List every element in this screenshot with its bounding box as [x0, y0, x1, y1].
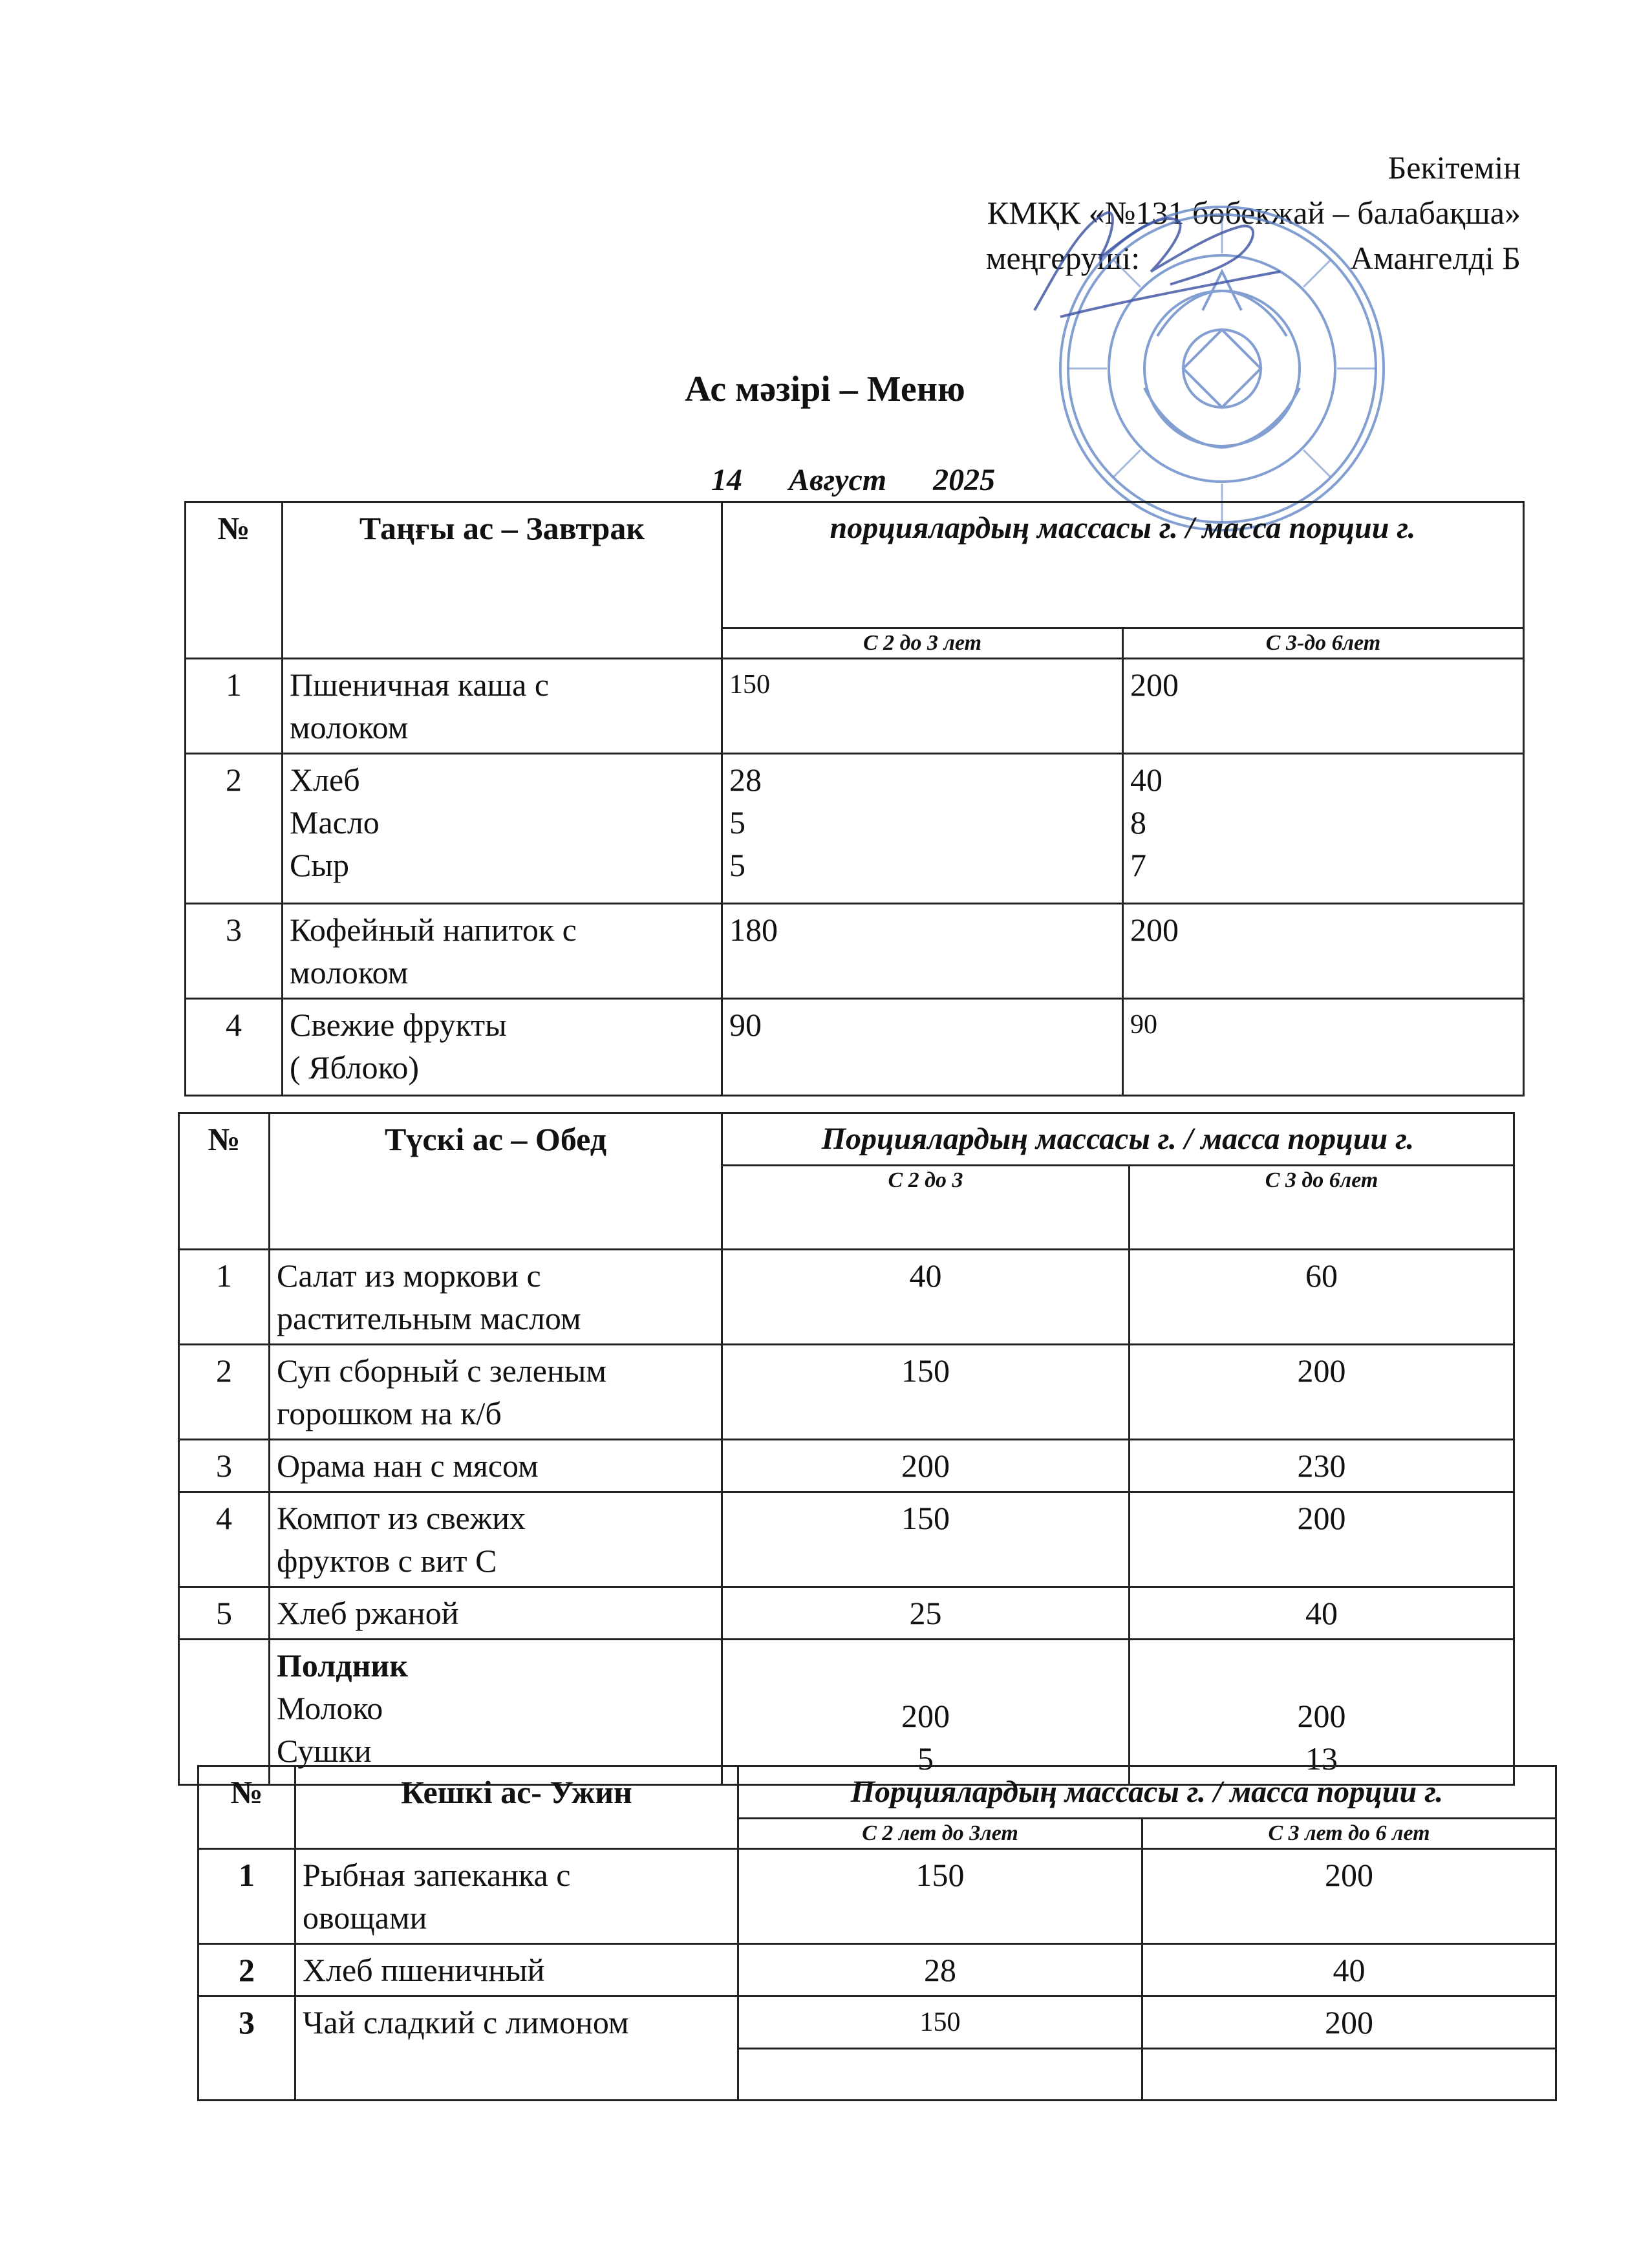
- age-group-1: С 2 до 3 лет: [722, 628, 1123, 659]
- portion-value: 8: [1130, 804, 1146, 840]
- dish-line: молоком: [290, 709, 409, 745]
- lunch-table: [178, 1112, 1515, 1786]
- dish-line: горошком на к/б: [277, 1395, 502, 1431]
- age-group-2: С 3 лет до 6 лет: [1142, 1819, 1556, 1849]
- dish-cell: Орама нан с мясом: [270, 1440, 722, 1492]
- dish-line: Рыбная запеканка с: [303, 1857, 571, 1893]
- dish-cell: Хлеб ржаной: [270, 1587, 722, 1640]
- portion-age2: 200: [1130, 1492, 1514, 1587]
- snack-cell: [270, 1640, 722, 1785]
- table-row: [179, 1345, 1514, 1440]
- dish-cell: [270, 1250, 722, 1345]
- dish-line: растительным маслом: [277, 1300, 581, 1336]
- age-group-2: С 3 до 6лет: [1130, 1166, 1514, 1250]
- dish-line: фруктов с вит С: [277, 1543, 497, 1579]
- row-number: 4: [186, 999, 283, 1096]
- dish-cell: Хлеб пшеничный: [295, 1944, 738, 1996]
- menu-date: [711, 462, 1034, 498]
- portion-age1: 90: [722, 999, 1123, 1096]
- dish-line: овощами: [303, 1899, 427, 1936]
- portion-age1: 150: [722, 1345, 1130, 1440]
- approval-line-2: КМҚК «№131 бөбекжай – балабақша»: [987, 195, 1521, 231]
- portion-age2: 200: [1123, 659, 1524, 754]
- row-number: 3: [179, 1440, 270, 1492]
- table-row: [198, 1944, 1556, 1996]
- table-row: [179, 1587, 1514, 1640]
- row-number: 3: [186, 904, 283, 999]
- table-row: [186, 754, 1524, 904]
- approval-line-1: Бекітемін: [1388, 149, 1521, 186]
- col-mass-header: Порциялардың массасы г. / масса порции г.: [738, 1766, 1556, 1819]
- portion-age1: 25: [722, 1587, 1130, 1640]
- empty-cell: [1142, 2049, 1556, 2101]
- age-group-1: С 2 до 3: [722, 1166, 1130, 1250]
- portion-value: 5: [729, 804, 745, 840]
- portion-age1: 40: [722, 1250, 1130, 1345]
- dish-cell: Чай сладкий с лимоном: [295, 1996, 738, 2101]
- portion-age1: 150: [722, 659, 1123, 754]
- header-row: [179, 1113, 1514, 1166]
- portion-age1: 200: [722, 1440, 1130, 1492]
- row-number: 3: [198, 1996, 295, 2101]
- empty-cell: [738, 2049, 1142, 2101]
- row-number: 2: [179, 1345, 270, 1440]
- portion-age2: [1123, 754, 1524, 904]
- breakfast-table: [184, 501, 1525, 1097]
- page-title: Ас мәзірі – Меню: [685, 369, 965, 409]
- dish-line: Суп сборный с зеленым: [277, 1353, 606, 1389]
- approval-head-name: Амангелді Б: [1350, 240, 1521, 276]
- header-row: [186, 502, 1524, 628]
- portion-age1: 150: [738, 1996, 1142, 2049]
- table-row: [186, 904, 1524, 999]
- approval-head-label: меңгеруші:: [985, 240, 1141, 276]
- portion-age2: 230: [1130, 1440, 1514, 1492]
- portion-age1: 28: [738, 1944, 1142, 1996]
- signature: [1022, 187, 1293, 343]
- dish-line: Компот из свежих: [277, 1500, 526, 1536]
- portion-age1: 180: [722, 904, 1123, 999]
- col-meal-header: Таңғы ас – Завтрак: [283, 502, 722, 659]
- dish-cell: [283, 754, 722, 904]
- dish-line: Хлеб: [290, 762, 360, 798]
- age-group-2: С 3-до 6лет: [1123, 628, 1524, 659]
- row-number-empty: [179, 1640, 270, 1785]
- col-meal-header: Түскі ас – Обед: [270, 1113, 722, 1250]
- dish-cell: [270, 1345, 722, 1440]
- table-row: [186, 659, 1524, 754]
- dish-line: Сушки: [277, 1733, 372, 1769]
- dish-line: Салат из моркови с: [277, 1257, 541, 1294]
- col-no-header: №: [186, 502, 283, 659]
- portion-value: 7: [1130, 847, 1146, 883]
- table-row: [198, 1849, 1556, 1944]
- header-row: [198, 1766, 1556, 1819]
- table-row: [179, 1250, 1514, 1345]
- portion-age2: 40: [1142, 1944, 1556, 1996]
- portion-age2: 60: [1130, 1250, 1514, 1345]
- row-number: 4: [179, 1492, 270, 1587]
- col-no-header: №: [179, 1113, 270, 1250]
- row-number: 1: [186, 659, 283, 754]
- dish-cell: [270, 1492, 722, 1587]
- row-number: 2: [198, 1944, 295, 1996]
- table-row: [179, 1492, 1514, 1587]
- table-row: [198, 1996, 1556, 2049]
- age-group-1: С 2 лет до 3лет: [738, 1819, 1142, 1849]
- snack-row: [179, 1640, 1514, 1785]
- snack-title: Полдник: [277, 1647, 409, 1684]
- table-row: [186, 999, 1524, 1096]
- row-number: 2: [186, 754, 283, 904]
- col-meal-header: Кешкі ас- Ужин: [295, 1766, 738, 1849]
- dish-line: Кофейный напиток с: [290, 912, 577, 948]
- row-number: 1: [179, 1250, 270, 1345]
- portion-value: 5: [917, 1740, 934, 1777]
- portion-age1: [722, 754, 1123, 904]
- portion-value: 28: [729, 762, 762, 798]
- portion-value: 200: [1297, 1698, 1346, 1734]
- row-number: 1: [198, 1849, 295, 1944]
- col-mass-header: Порциялардың массасы г. / масса порции г.: [722, 1113, 1514, 1166]
- date-day: 14: [711, 463, 742, 497]
- dish-cell: [283, 904, 722, 999]
- dish-line: ( Яблоко): [290, 1049, 420, 1086]
- portion-age2: [1130, 1640, 1514, 1785]
- dish-line: молоком: [290, 954, 409, 990]
- portion-age2: 200: [1142, 1996, 1556, 2049]
- col-no-header: №: [198, 1766, 295, 1849]
- dish-line: Масло: [290, 804, 380, 840]
- dinner-table: [197, 1765, 1557, 2101]
- col-mass-header: порциялардың массасы г. / масса порции г.: [722, 502, 1524, 628]
- dish-line: Пшеничная каша с: [290, 667, 550, 703]
- portion-value: 40: [1130, 762, 1162, 798]
- dish-line: Свежие фрукты: [290, 1007, 507, 1043]
- portion-age2: 200: [1142, 1849, 1556, 1944]
- portion-value: 5: [729, 847, 745, 883]
- portion-value: 200: [901, 1698, 950, 1734]
- dish-cell: [283, 999, 722, 1096]
- date-month: Август: [789, 463, 887, 497]
- dish-cell: [283, 659, 722, 754]
- portion-age1: [722, 1640, 1130, 1785]
- portion-value: 13: [1305, 1740, 1338, 1777]
- portion-age2: 90: [1123, 999, 1524, 1096]
- portion-age2: 200: [1123, 904, 1524, 999]
- date-year: 2025: [933, 463, 996, 497]
- dish-cell: [295, 1849, 738, 1944]
- portion-age2: 40: [1130, 1587, 1514, 1640]
- portion-age2: 200: [1130, 1345, 1514, 1440]
- portion-age1: 150: [722, 1492, 1130, 1587]
- table-row: [179, 1440, 1514, 1492]
- dish-line: Сыр: [290, 847, 349, 883]
- row-number: 5: [179, 1587, 270, 1640]
- dish-line: Молоко: [277, 1690, 383, 1726]
- portion-age1: 150: [738, 1849, 1142, 1944]
